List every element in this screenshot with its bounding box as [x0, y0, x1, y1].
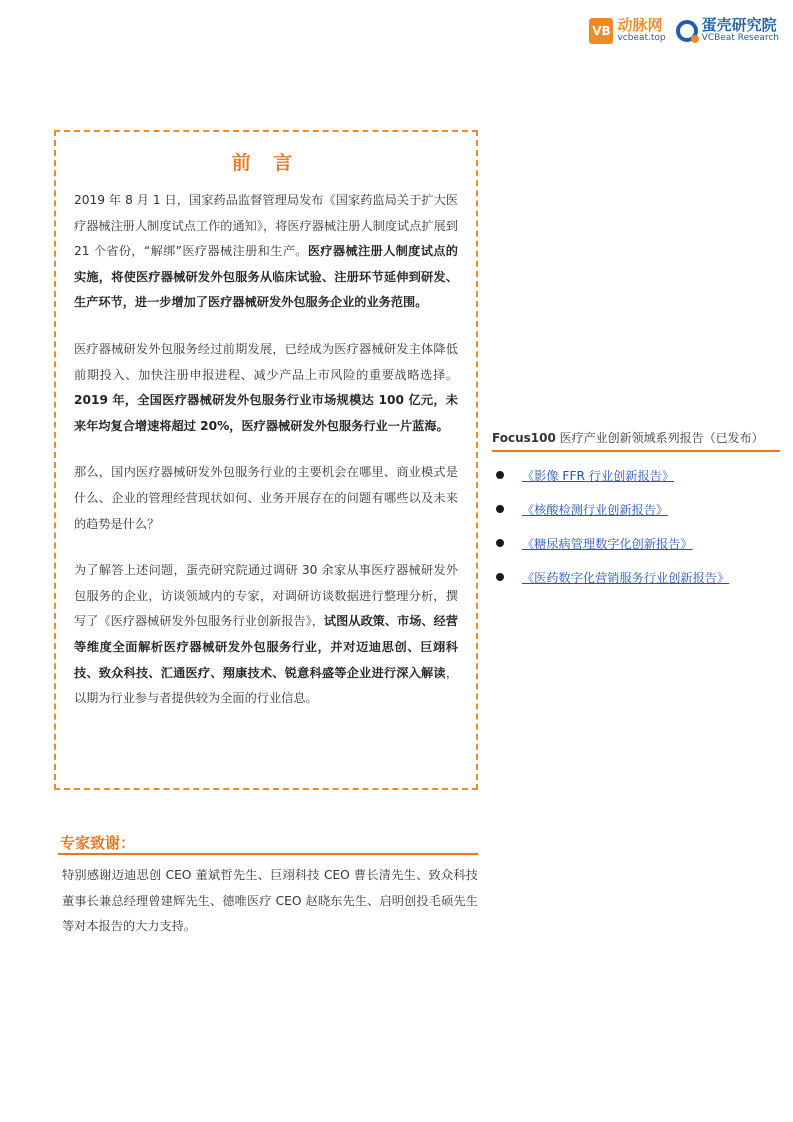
vcbeat-research-logo — [676, 18, 779, 43]
bullet-icon — [496, 471, 504, 479]
report-link-diabetes[interactable]: 《糖尿病管理数字化创新报告》 — [522, 537, 693, 551]
list-item — [492, 534, 780, 568]
preface-paragraph-4: 为了解答上述问题，蛋壳研究院通过调研 30 余家从事医疗器械研发外包服务的企业，访谈领域内的专家，对调研访谈数据进行整理分析，撰写了《医疗器械研发外包服务行业创新报告》，试图从政策、市场、经营等维度全面解析医疗器械研发外包服务行业，并对迈迪思创、巨翊科技、致众科技、汇通医疗、翔康技术、锐意科盛等企业进行深入解读，以期为行业参与者提供较为全面的行业信息。 — [74, 563, 458, 706]
preface-paragraph-3: 那么，国内医疗器械研发外包服务行业的主要机会在哪里、商业模式是什么、企业的管理经营现状如何、业务开展存在的问题有哪些以及未来的趋势是什么？ — [74, 465, 458, 531]
preface-title: 前 言 — [231, 152, 301, 174]
report-link-pharma-marketing[interactable]: 《医药数字化营销服务行业创新报告》 — [522, 571, 730, 585]
list-item — [492, 466, 780, 500]
preface-paragraph-1: 2019 年 8 月 1 日，国家药品监督管理局发布《国家药监局关于扩大医疗器械注册人制度试点工作的通知》，将医疗器械注册人制度试点扩展到 21 个省份，“解绑”医疗器械注册和生产。医疗器械注册人制度试点的实施，将使医疗器械研发外包服务从临床试验、注册环节延伸到研发、生产环节，进一步增加了医疗器械研发外包服务企业的业务范围。 — [74, 193, 458, 310]
preface-box — [54, 130, 478, 790]
vcbeat-logo-icon: VB — [589, 18, 613, 44]
report-series-panel — [492, 429, 780, 602]
vcbeat-logo-url: vcbeat.top — [617, 33, 666, 44]
preface-paragraph-2: 医疗器械研发外包服务经过前期发展，已经成为医疗器械研发主体降低前期投入、加快注册申报进程、减少产品上市风险的重要战略选择。2019 年，全国医疗器械研发外包服务行业市场规模达 100 亿元，未来年均复合增速将超过 20%，医疗器械研发外包服务行业一片蓝海。 — [74, 341, 458, 433]
bullet-icon — [496, 505, 504, 513]
vcbeat-logo-name: 动脉网 — [617, 16, 663, 35]
expert-thanks-title: 专家致谢： — [60, 834, 136, 852]
section-divider — [492, 450, 780, 452]
research-logo-name: 蛋壳研究院 — [701, 16, 777, 35]
vcbeat-logo — [589, 18, 665, 44]
research-logo-sub: VCBeat Research — [701, 33, 779, 44]
report-link-ffr[interactable]: 《影像 FFR 行业创新报告》 — [522, 469, 675, 483]
expert-thanks-section — [58, 832, 478, 940]
preface-body — [74, 188, 458, 733]
bullet-icon — [496, 573, 504, 581]
expert-thanks-body: 特别感谢迈迪思创 CEO 董斌哲先生、巨翊科技 CEO 曹长清先生、致众科技董事长兼总经理曾建辉先生、德唯医疗 CEO 赵晓东先生、启明创投毛硕先生等对本报告的大力支持。 — [62, 868, 478, 934]
report-list — [492, 466, 780, 602]
report-series-title: Focus100 医疗产业创新领域系列报告（已发布） — [492, 431, 764, 445]
egg-shell-icon — [676, 20, 698, 42]
list-item — [492, 568, 780, 602]
report-link-nucleic-acid[interactable]: 《核酸检测行业创新报告》 — [522, 503, 669, 517]
bullet-icon — [496, 539, 504, 547]
list-item — [492, 500, 780, 534]
page-header — [589, 14, 779, 48]
section-divider — [58, 853, 478, 855]
